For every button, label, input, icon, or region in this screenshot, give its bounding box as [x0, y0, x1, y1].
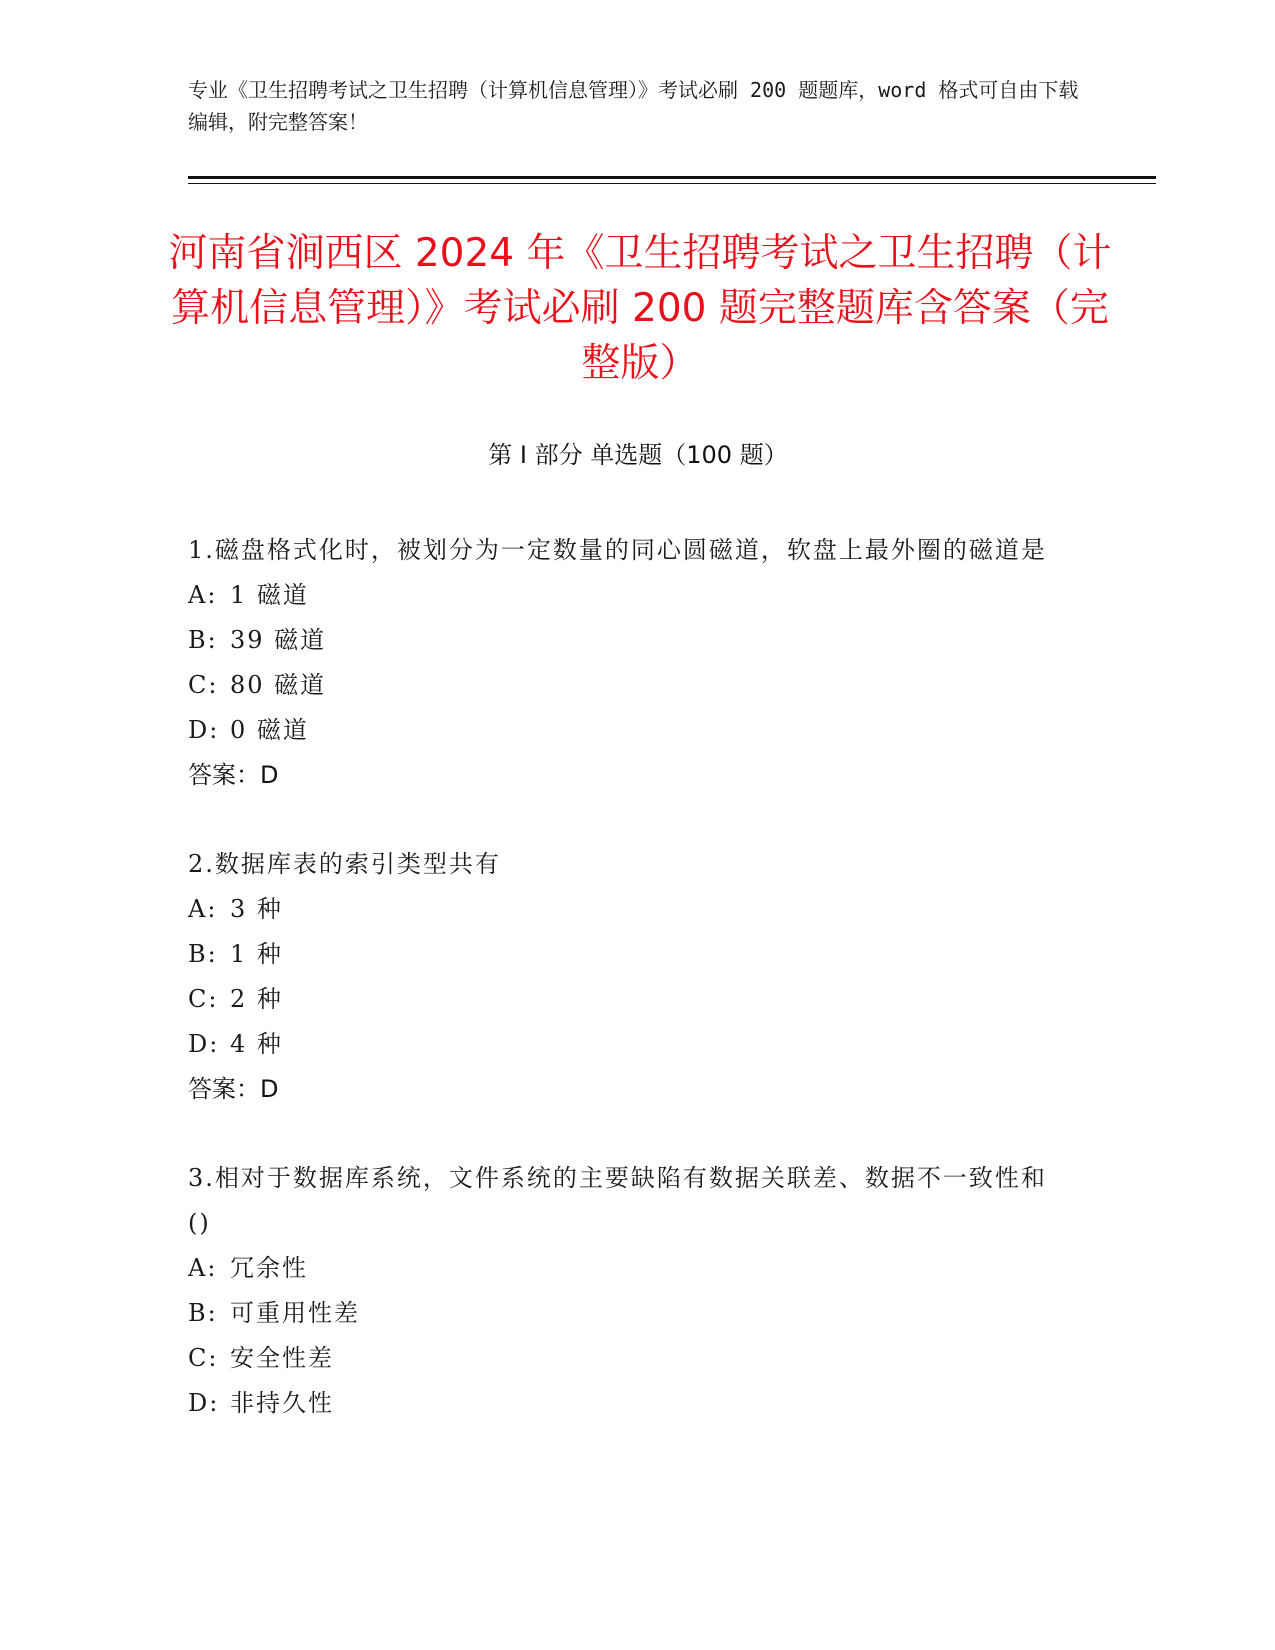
answer: 答案：D [188, 761, 279, 789]
option-d [188, 1381, 1068, 1426]
question-stem: 2.数据库表的索引类型共有 [188, 850, 501, 878]
question-3 [188, 1156, 1068, 1426]
option-letter: B: [188, 940, 218, 968]
option-text: 4 种 [230, 1030, 283, 1058]
option-c [188, 663, 1068, 708]
question-list [188, 528, 1068, 1470]
option-letter: C: [188, 1344, 219, 1372]
option-text: 39 磁道 [230, 626, 327, 654]
question-1 [188, 528, 1068, 798]
option-a [188, 1246, 1068, 1291]
option-letter: A: [188, 895, 218, 923]
question-stem: 3.相对于数据库系统，文件系统的主要缺陷有数据关联差、数据不一致性和() [188, 1164, 1047, 1237]
option-letter: B: [188, 1299, 218, 1327]
option-text: 非持久性 [230, 1389, 334, 1417]
option-c [188, 977, 1068, 1022]
option-letter: B: [188, 626, 218, 654]
option-letter: D: [188, 1030, 220, 1058]
option-letter: C: [188, 671, 219, 699]
option-b [188, 1291, 1068, 1336]
option-letter: A: [188, 581, 218, 609]
option-d [188, 1022, 1068, 1067]
question-2 [188, 842, 1068, 1112]
option-b [188, 932, 1068, 977]
option-c [188, 1336, 1068, 1381]
answer: 答案：D [188, 1075, 279, 1103]
option-d [188, 708, 1068, 753]
option-a [188, 887, 1068, 932]
option-text: 1 磁道 [230, 581, 309, 609]
question-stem: 1.磁盘格式化时，被划分为一定数量的同心圆磁道，软盘上最外圈的磁道是 [188, 536, 1047, 564]
option-letter: C: [188, 985, 219, 1013]
option-a [188, 573, 1068, 618]
option-text: 安全性差 [230, 1344, 334, 1372]
header-note: 专业《卫生招聘考试之卫生招聘（计算机信息管理）》考试必刷 200 题题库，word 格式可自由下载编辑，附完整答案！ [188, 78, 1079, 134]
option-text: 冗余性 [230, 1254, 308, 1282]
option-letter: D: [188, 716, 220, 744]
document-title: 河南省涧西区 2024 年《卫生招聘考试之卫生招聘（计算机信息管理）》考试必刷 200 题完整题库含答案（完整版） [168, 231, 1112, 386]
option-b [188, 618, 1068, 663]
option-text: 可重用性差 [230, 1299, 360, 1327]
option-text: 0 磁道 [230, 716, 309, 744]
header-divider-thick [188, 176, 1156, 179]
option-text: 2 种 [230, 985, 283, 1013]
option-letter: A: [188, 1254, 218, 1282]
option-text: 80 磁道 [230, 671, 327, 699]
section-title: 第 I 部分 单选题（100 题） [488, 441, 788, 469]
option-text: 1 种 [230, 940, 283, 968]
option-letter: D: [188, 1389, 220, 1417]
option-text: 3 种 [230, 895, 283, 923]
header-divider-thin [188, 183, 1156, 184]
